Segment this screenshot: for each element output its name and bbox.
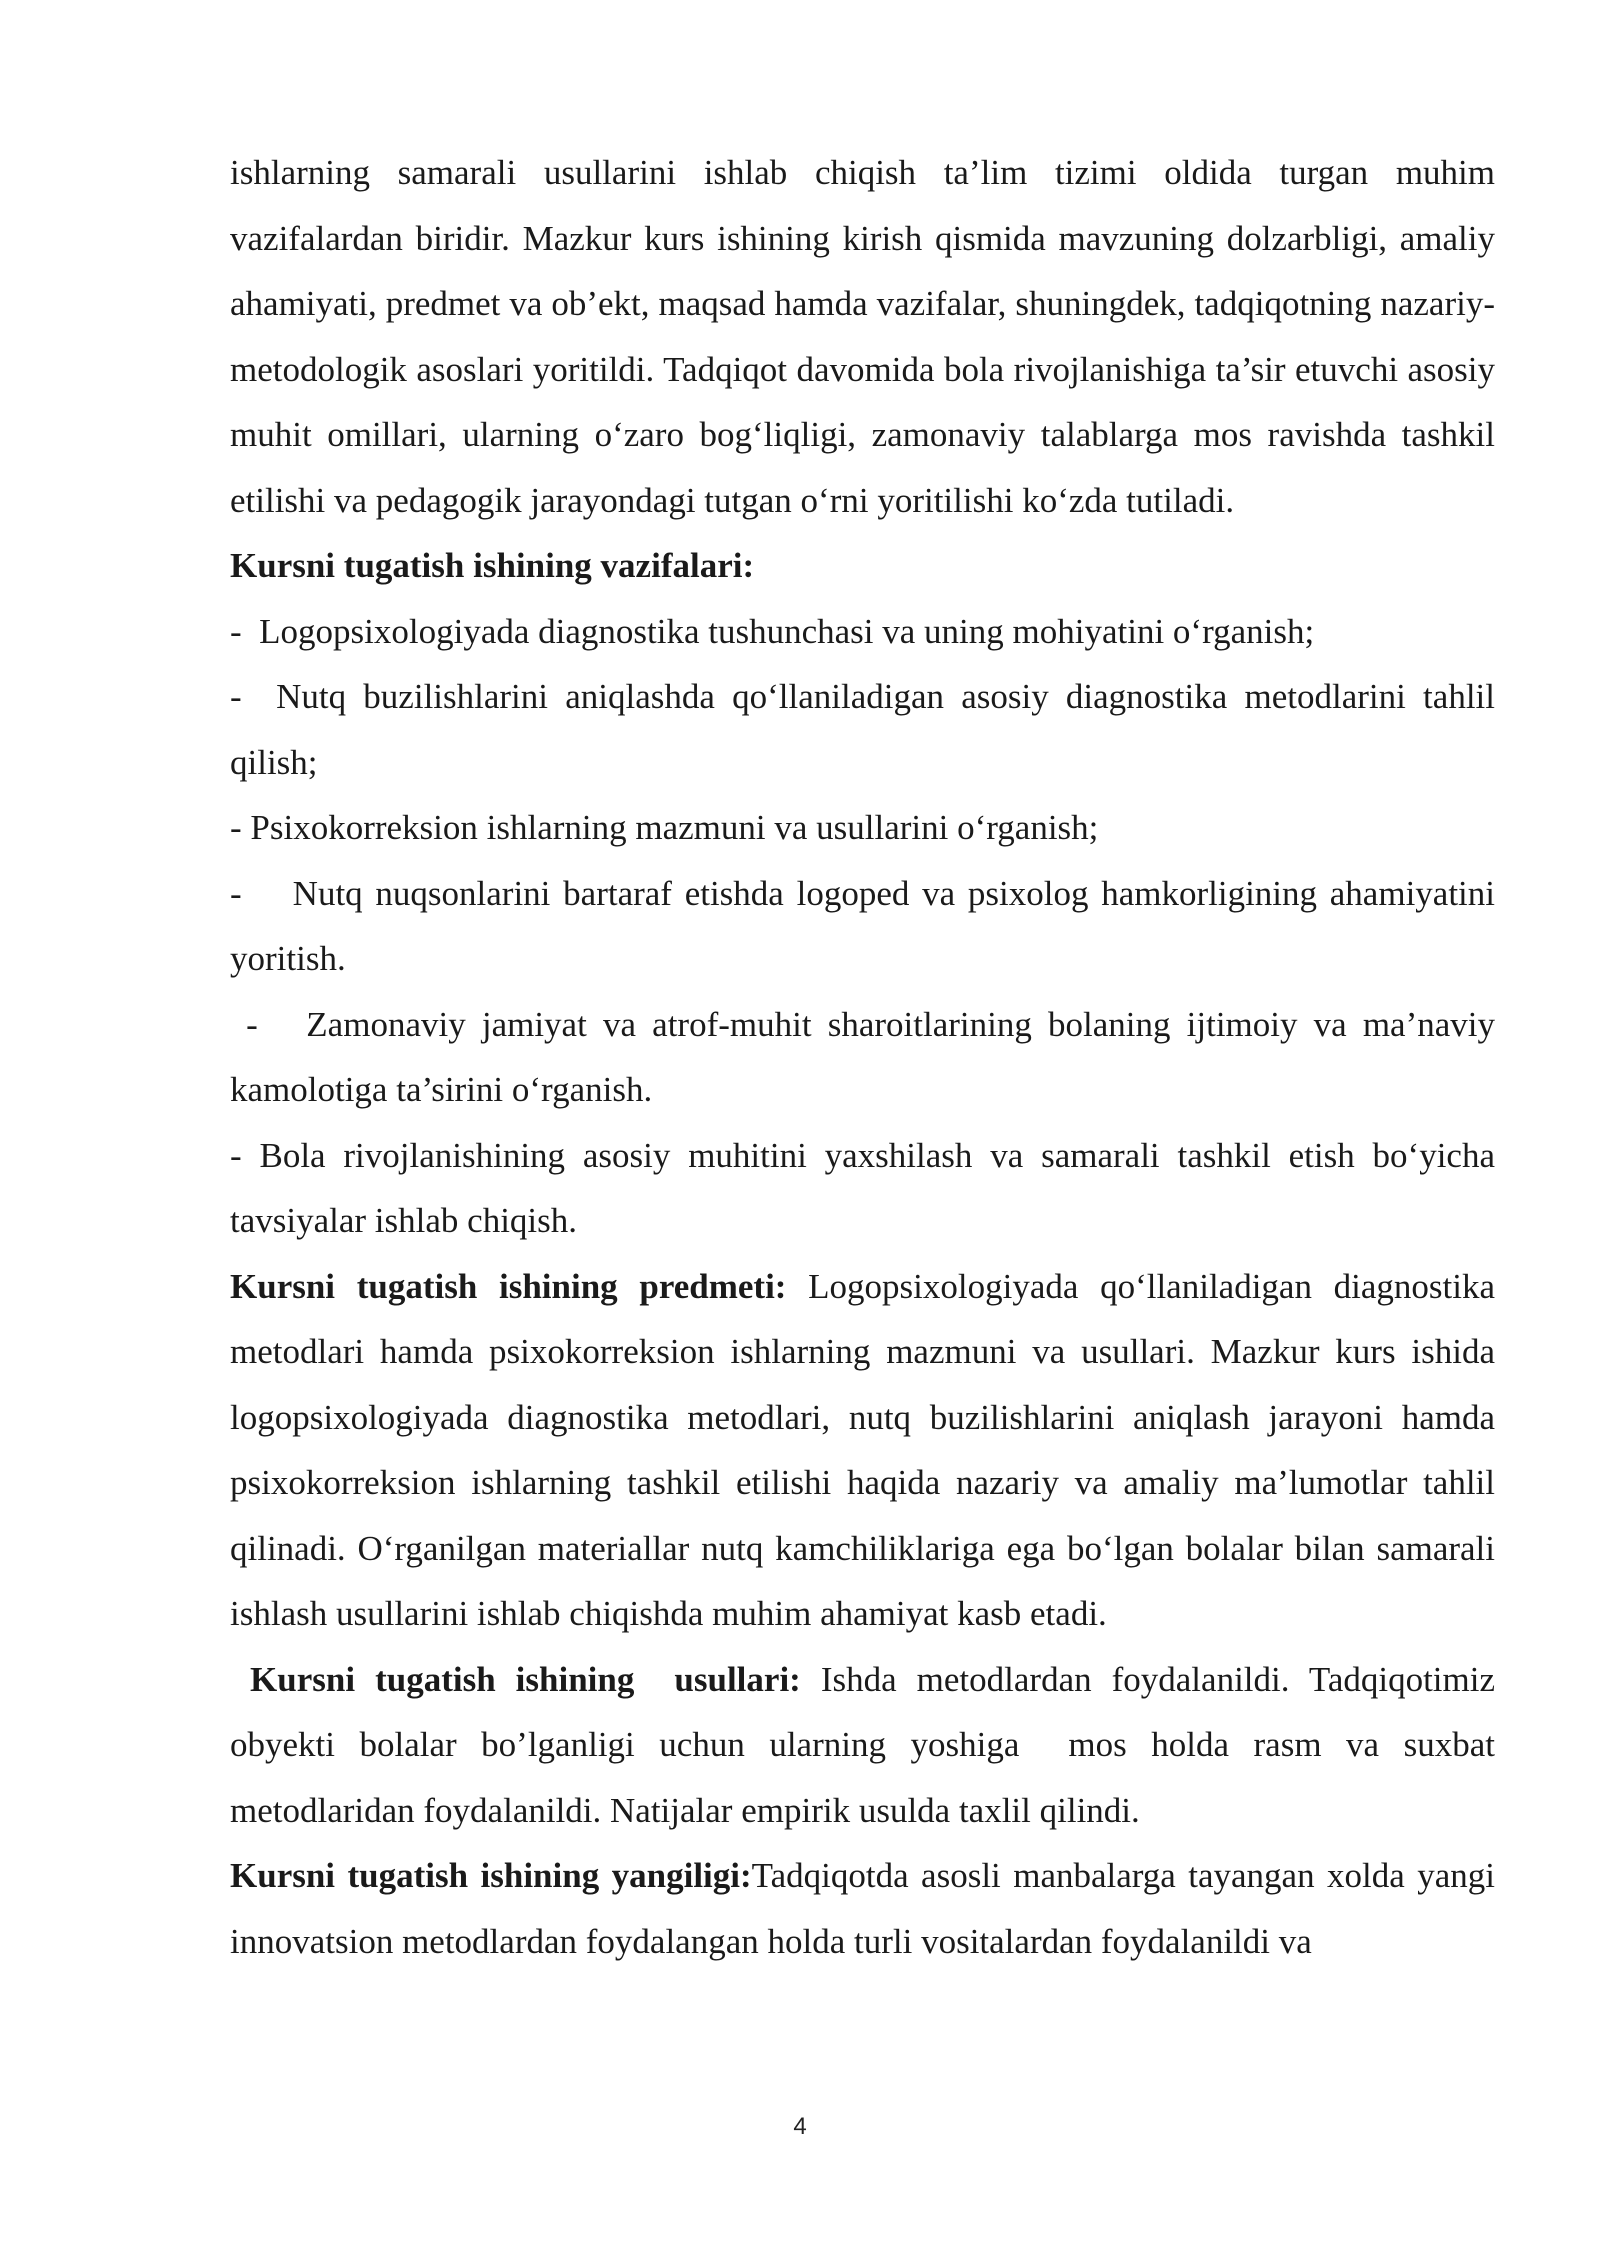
- task-item-5: - Zamonaviy jamiyat va atrof-muhit sharoitlarining bolaning ijtimoiy va ma’naviy kamolotiga ta’sirini o‘rganish.: [230, 1004, 1504, 1109]
- intro-paragraph: ishlarning samarali usullarini ishlab chiqish ta’lim tizimi oldida turgan muhim vazifalardan biridir. Mazkur kurs ishining kirish qismida mavzuning dolzarbligi, amaliy ahamiyati, predmet va ob’ekt, maqsad hamda vazifalar, shuningdek, tadqiqotning nazariy-metodologik asoslari yoritildi. Tadqiqot davomida bola rivojlanishiga ta’sir etuvchi asosiy muhit omillari, ularning o‘zaro bog‘liqligi, zamonaviy talablarga mos ravishda tashkil etilishi va pedagogik jarayondagi tutgan o‘rni yoritilishi ko‘zda tutiladi.: [230, 153, 1495, 520]
- subject-paragraph: [230, 1254, 1495, 1647]
- methods-label: Kursni tugatish ishining usullari:: [230, 1659, 801, 1699]
- task-item-1: - Logopsixologiyada diagnostika tushunchasi va uning mohiyatini o‘rganish;: [230, 611, 1315, 651]
- subject-text: Logopsixologiyada qo‘llaniladigan diagnostika metodlari hamda psixokorreksion ishlarning mazmuni va usullari. Mazkur kurs ishida logopsixologiyada diagnostika metodlari, nutq buzilishlarini aniqlash jarayoni hamda psixokorreksion ishlarning tashkil etilishi haqida nazariy va amaliy ma’lumotlar tahlil qilinadi. O‘rganilgan materiallar nutq kamchiliklariga ega bo‘lgan bolalar bilan samarali ishlash usullarini ishlab chiqishda muhim ahamiyat kasb etadi.: [230, 1266, 1496, 1633]
- novelty-text: Tadqiqotda asosli manbalarga tayangan xolda yangi innovatsion metodlardan foydalangan holda turli vositalardan foydalanildi va: [230, 1856, 1495, 1961]
- page-number: 4: [793, 2113, 807, 2140]
- task-item-2: - Nutq buzilishlarini aniqlashda qo‘llaniladigan asosiy diagnostika metodlarini tahlil qilish;: [230, 677, 1504, 782]
- methods-text: Ishda metodlardan foydalanildi. Tadqiqotimiz obyekti bolalar bo’lganligi uchun ularning yoshiga mos holda rasm va suxbat metodlaridan foydalanildi. Natijalar empirik usulda taxlil qilindi.: [230, 1659, 1504, 1830]
- document-page: [230, 140, 1504, 1974]
- tasks-heading: Kursni tugatish ishining vazifalari:: [230, 546, 755, 585]
- novelty-paragraph: [230, 1843, 1495, 1974]
- novelty-label: Kursni tugatish ishining yangiligi:: [230, 1856, 752, 1895]
- subject-label: Kursni tugatish ishining predmeti:: [230, 1266, 787, 1306]
- task-item-3: - Psixokorreksion ishlarning mazmuni va usullarini o‘rganish;: [230, 808, 1099, 847]
- task-item-6: - Bola rivojlanishining asosiy muhitini yaxshilash va samarali tashkil etish bo‘yicha tavsiyalar ishlab chiqish.: [230, 1135, 1504, 1240]
- methods-paragraph: [230, 1647, 1504, 1844]
- task-item-4: - Nutq nuqsonlarini bartaraf etishda logoped va psixolog hamkorligining ahamiyatini yoritish.: [230, 873, 1504, 978]
